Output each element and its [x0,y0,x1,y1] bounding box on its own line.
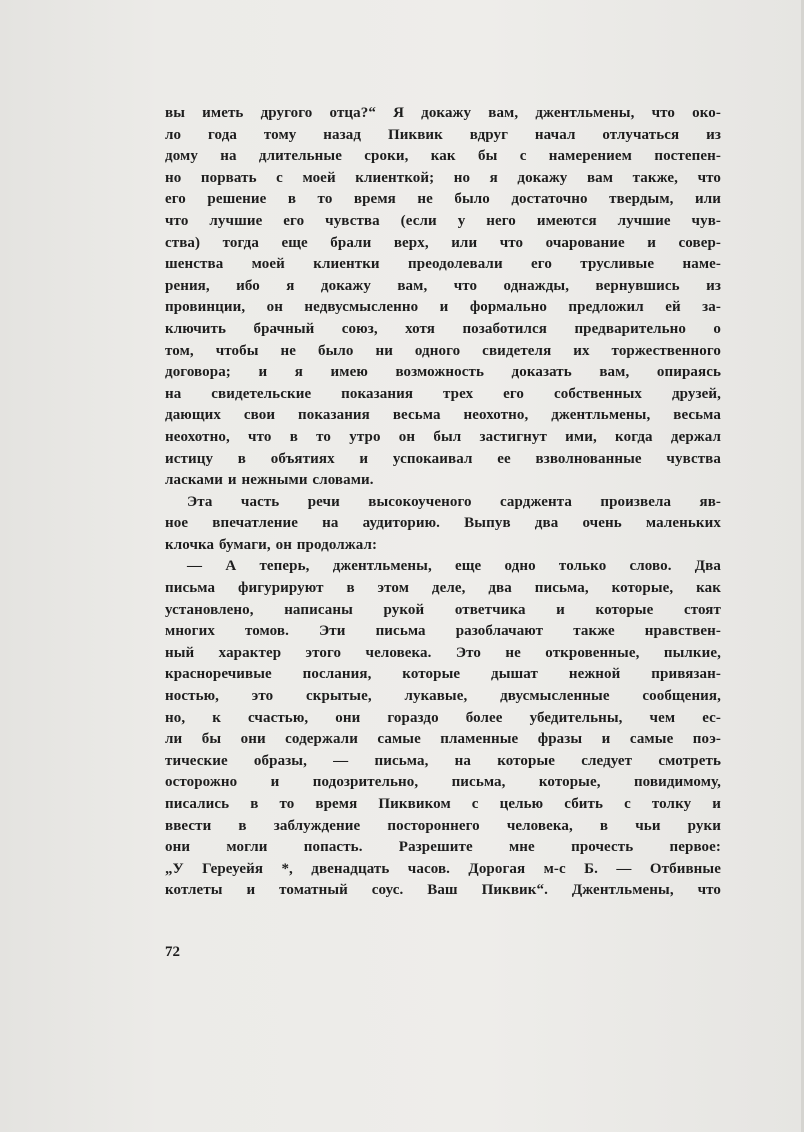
text-line: „У Гереуейя *, двенадцать часов. Дорогая м-с Б. — Отбивные [165,860,721,877]
text-line: том, чтобы не было ни одного свидетеля их торжественного [165,342,721,359]
text-line: осторожно и подозрительно, письма, которые, повидимому, [165,774,721,791]
text-line: дому на длительные сроки, как бы с намерением постепен- [165,148,721,165]
text-line: Эта часть речи высокоученого сарджента произвела яв- [187,493,721,510]
text-line: неохотно, что в то утро он был застигнут ими, когда держал [165,428,721,445]
text-line: но порвать с моей клиенткой; но я докажу вам также, что [165,169,721,186]
text-line: котлеты и томатный соус. Ваш Пиквик“. Джентльмены, что [165,882,721,899]
text-line: ли бы они содержали самые пламенные фразы и самые поэ- [165,731,721,748]
text-line: провинции, он недвусмысленно и формально предложил ей за- [165,299,721,316]
text-line: что лучшие его чувства (если у него имеются лучшие чув- [165,212,721,229]
text-line: клочка бумаги, он продолжал: [165,536,378,553]
text-line: ввести в заблуждение постороннего человека, в чьи руки [165,817,721,834]
body-text [165,103,721,902]
text-line: они могли попасть. Разрешите мне прочесть первое: [165,839,721,856]
text-line: ло года тому назад Пиквик вдруг начал отлучаться из [165,126,721,143]
text-line: тические образы, — письма, на которые следует смотреть [165,752,721,769]
text-line: шенства моей клиентки преодолевали его трусливые наме- [165,256,721,273]
text-line: вы иметь другого отца?“ Я докажу вам, джентльмены, что око- [165,105,721,121]
text-line: ласками и нежными словами. [165,472,374,489]
text-line: письма фигурируют в этом деле, два письма, которые, как [165,580,721,597]
text-line: — А теперь, джентльмены, еще одно только слово. Два [187,558,721,575]
text-line: ностью, это скрытые, лукавые, двусмысленные сообщения, [165,688,721,705]
text-line: на свидетельские показания трех его собственных друзей, [165,385,721,402]
text-line: его решение в то время не было достаточно твердым, или [165,191,721,208]
text-line: но, к счастью, они гораздо более убедительны, чем ес- [165,709,721,726]
text-line: красноречивые послания, которые дышат нежной привязан- [165,666,721,683]
text-line: ное впечатление на аудиторию. Выпув два очень маленьких [165,515,721,532]
text-line: рения, ибо я докажу вам, что однажды, вернувшись из [165,277,721,294]
text-line: дающих свои показания весьма неохотно, джентльмены, весьма [165,407,721,424]
text-line: договора; и я имею возможность доказать вам, опираясь [165,364,721,381]
page-number: 72 [165,944,180,960]
text-line: истицу в объятиях и успокаивал ее взволнованные чувства [165,450,721,467]
text-line: писались в то время Пиквиком с целью сбить с толку и [165,796,721,812]
text-line: многих томов. Эти письма разоблачают также нравствен- [165,623,721,640]
text-line: ный характер этого человека. Это не откровенные, пылкие, [165,644,721,661]
text-line: ства) тогда еще брали верх, или что очарование и совер- [165,234,721,251]
text-line: ключить брачный союз, хотя позаботился предварительно о [165,320,721,337]
text-line: установлено, написаны рукой ответчика и которые стоят [165,601,721,618]
